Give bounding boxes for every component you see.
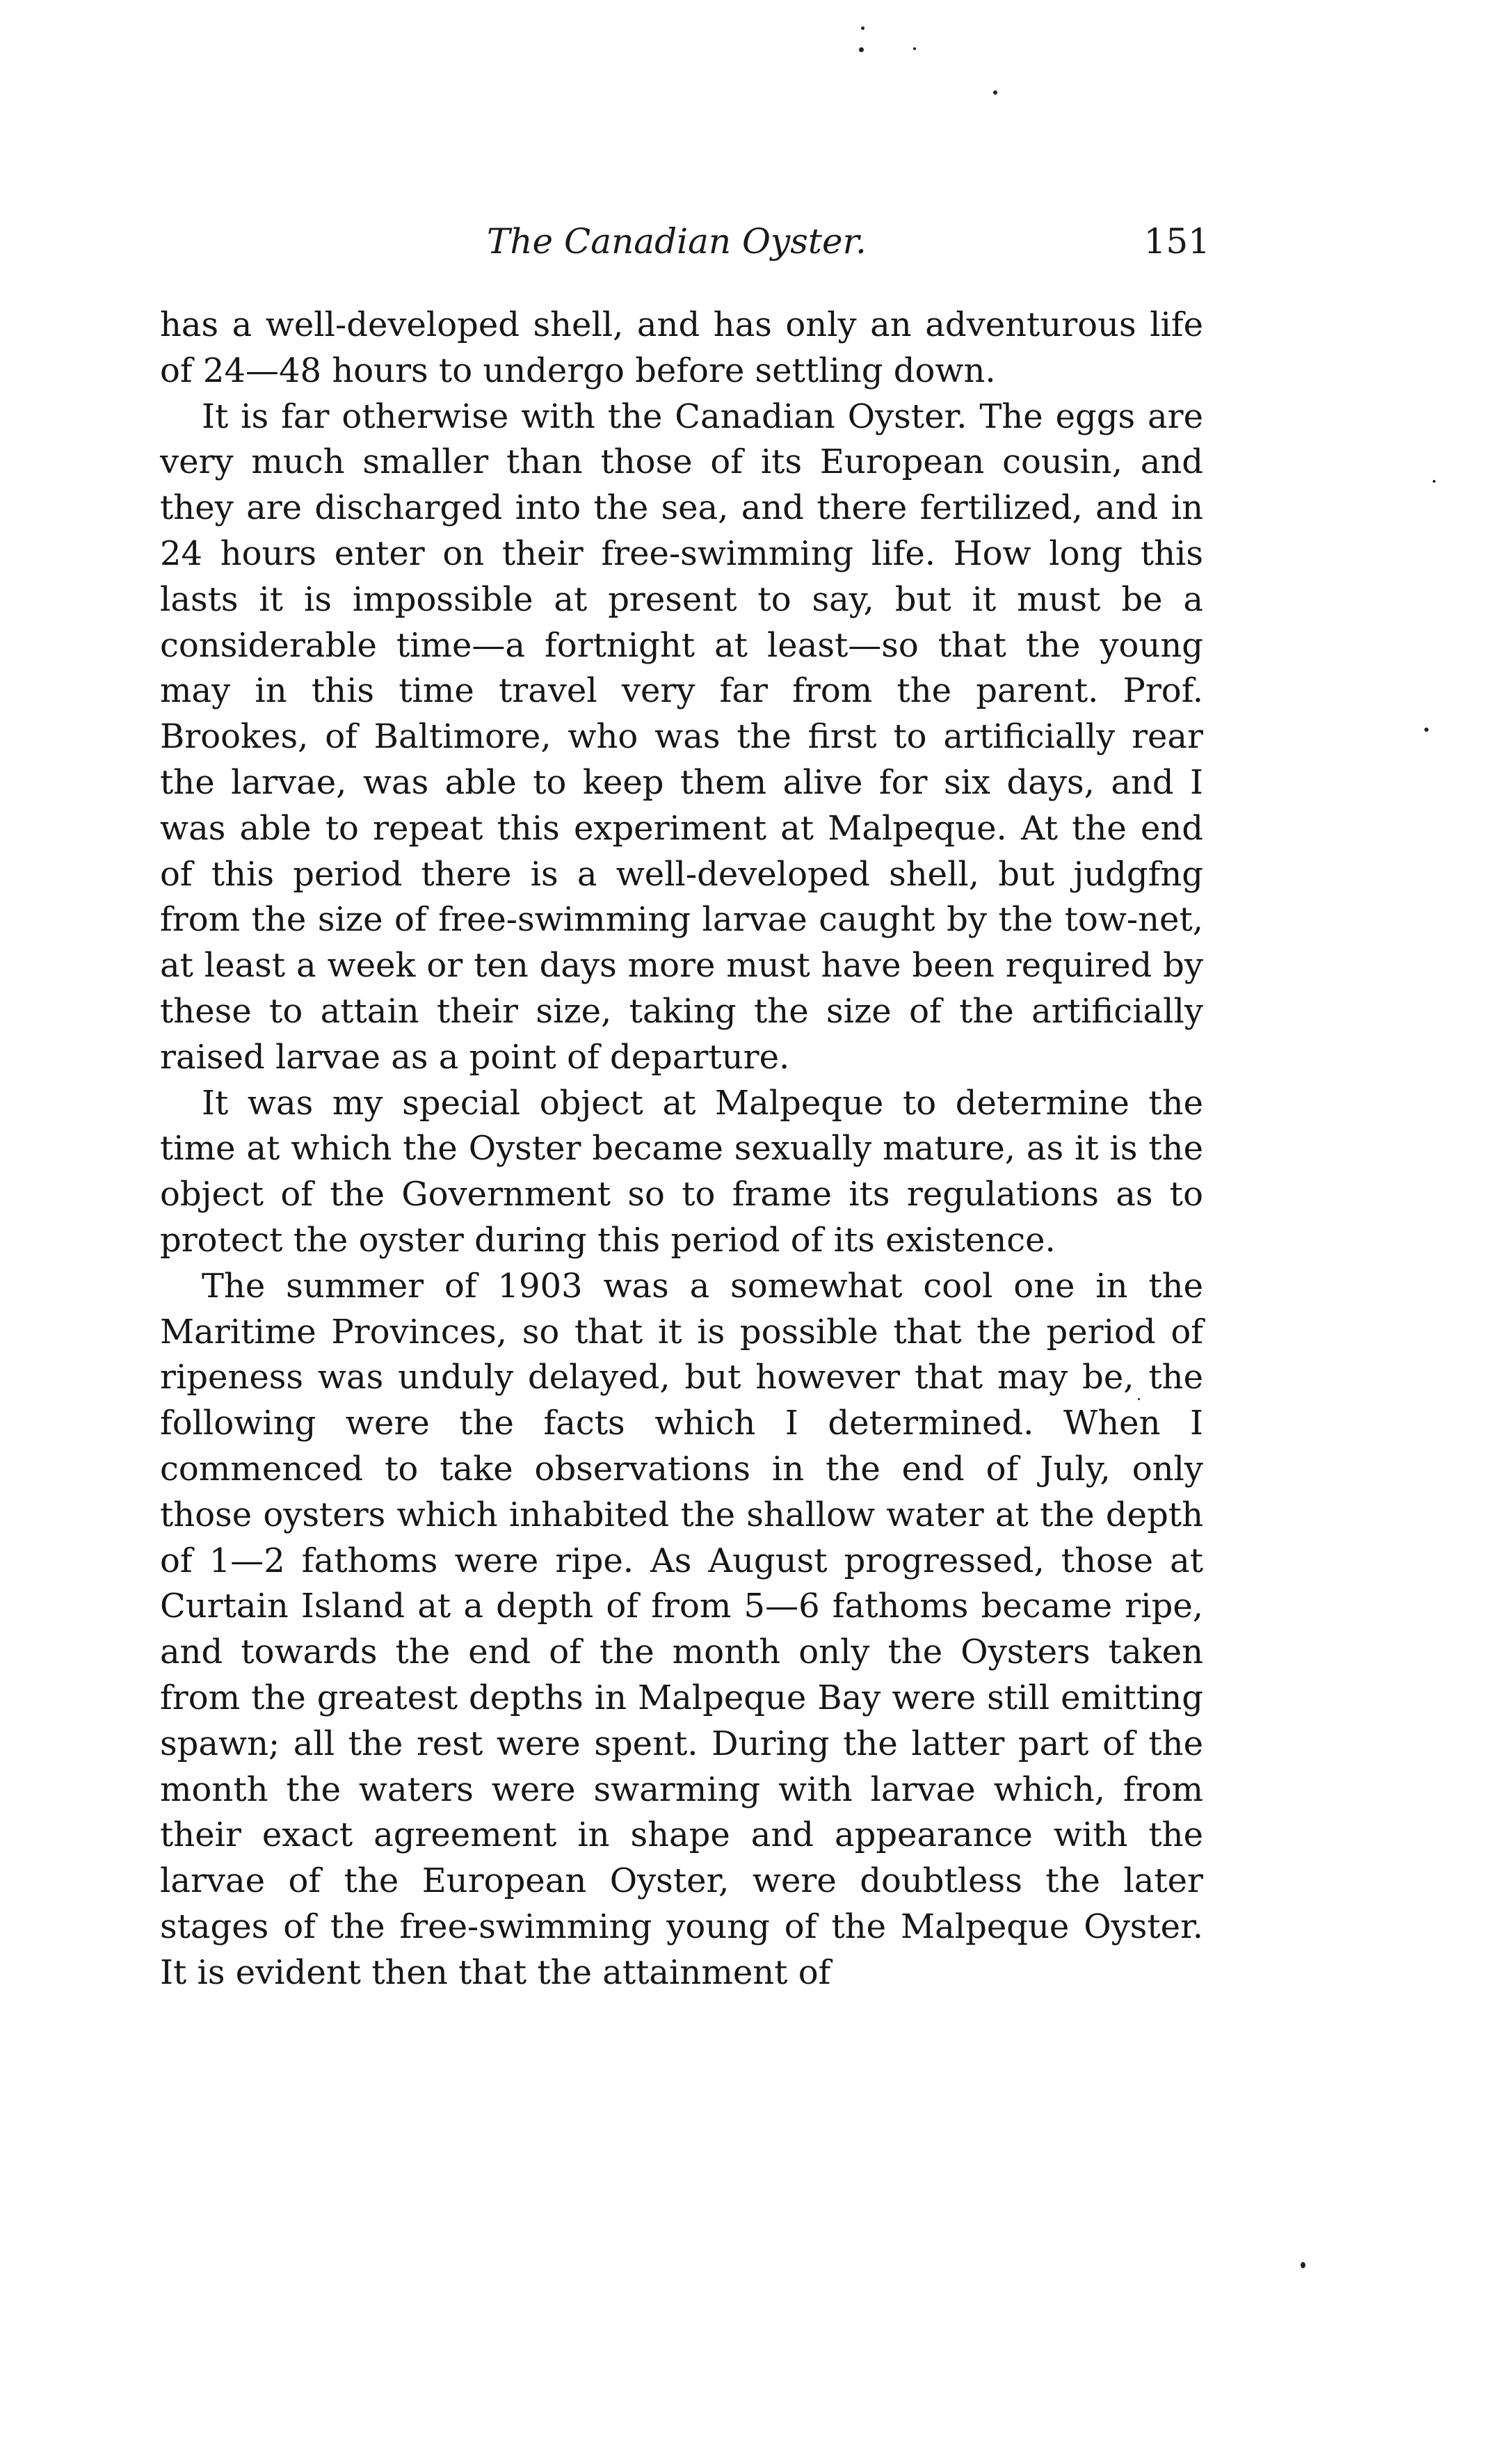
body-text xyxy=(160,303,1203,1996)
scan-speck xyxy=(1301,2262,1305,2268)
paragraph-continuation: has a well-developed shell, and has only an adventurous life of 24—48 hours to undergo before settling down. xyxy=(160,305,1203,390)
page-number: 151 xyxy=(1143,221,1210,262)
scan-speck xyxy=(859,47,864,52)
scan-speck xyxy=(1433,480,1435,483)
paragraph-special-object: It was my special object at Malpeque to determine the time at which the Oyster became sexually mature, as it is the object of the Government so to frame its regulations as to protect the oyster during this period of its existence. xyxy=(160,1083,1203,1260)
scan-speck xyxy=(1424,728,1429,732)
page-header xyxy=(487,221,1210,270)
scan-speck xyxy=(913,47,916,50)
paragraph-summer-1903: The summer of 1903 was a somewhat cool one in the Maritime Provinces, so that it is possible that the period of ripeness was unduly delayed, but however that may be, the following were the facts which I determined. When I commenced to take observations in the end of July, only those oysters which inhabited the shallow water at the depth of 1—2 fathoms were ripe. As August progressed, those at Curtain Island at a depth of from 5—6 fathoms became ripe, and towards the end of the month only the Oysters taken from the greatest depths in Malpeque Bay were still emitting spawn; all the rest were spent. During the latter part of the month the waters were swarming with larvae which, from their exact agreement in shape and appearance with the larvae of the European Oyster, were doubtless the later stages of the free-swimming young of the Malpeque Oyster. It is evident then that the attainment of xyxy=(160,1266,1203,1992)
running-title: The Canadian Oyster. xyxy=(487,221,867,262)
scan-speck xyxy=(1138,1398,1140,1400)
scan-speck xyxy=(861,26,864,30)
scan-speck xyxy=(993,90,997,95)
paragraph-canadian-oyster: It is far otherwise with the Canadian Oyster. The eggs are very much smaller than those of its European cousin, and they are discharged into the sea, and there fertilized, and in 24 hours enter on their free-swimming life. How long this lasts it is impossible at present to say, but it must be a considerable time—a fortnight at least—so that the young may in this time travel very far from the parent. Prof. Brookes, of Baltimore, who was the first to artificially rear the larvae, was able to keep them alive for six days, and I was able to repeat this experiment at Malpeque. At the end of this period there is a well-developed shell, but judgfng from the size of free-swimming larvae caught by the tow-net, at least a week or ten days more must have been required by these to attain their size, taking the size of the artificially raised larvae as a point of departure. xyxy=(160,396,1203,1077)
